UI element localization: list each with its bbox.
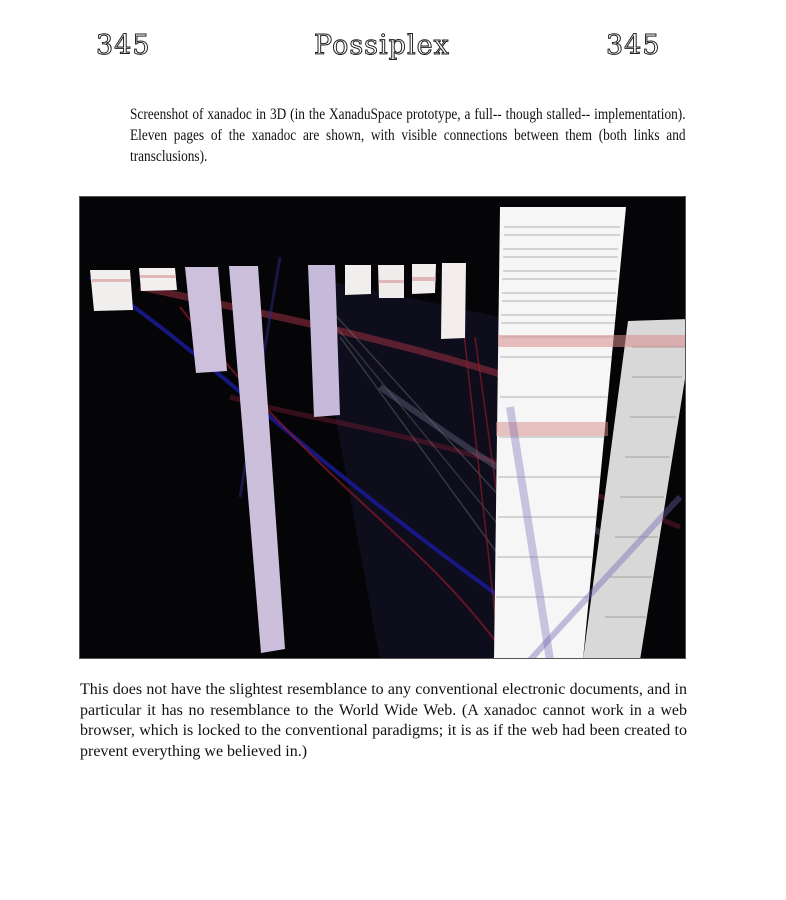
page-number-right: 345 xyxy=(606,30,661,61)
xanadoc-page-2 xyxy=(139,268,177,291)
body-paragraph: This does not have the slightest resemblance to any conventional electronic documents, and in particular it has no resemblance to the World Wide Web. (A xanadoc cannot work in a web browser, which is locked to the conventional paradigms; it is as if the web had been created to prevent everything we believed in.) xyxy=(80,681,687,760)
xanadoc-3d-screenshot xyxy=(79,196,686,659)
xanadoc-page-1 xyxy=(90,270,133,311)
xanadoc-page-9 xyxy=(441,263,466,339)
xanadoc-3d-scene xyxy=(80,197,686,659)
chapter-title: Possiplex xyxy=(314,30,450,61)
page-number-left: 345 xyxy=(96,30,151,61)
figure-caption: Screenshot of xanadoc in 3D (in the XanaduSpace prototype, a full-- though stalled-- implementation). Eleven pages of the xanadoc are shown, with visible connections between them (both links and transclusions). xyxy=(130,106,686,165)
highlight-band xyxy=(498,335,686,347)
xanadoc-page-6 xyxy=(345,265,371,295)
